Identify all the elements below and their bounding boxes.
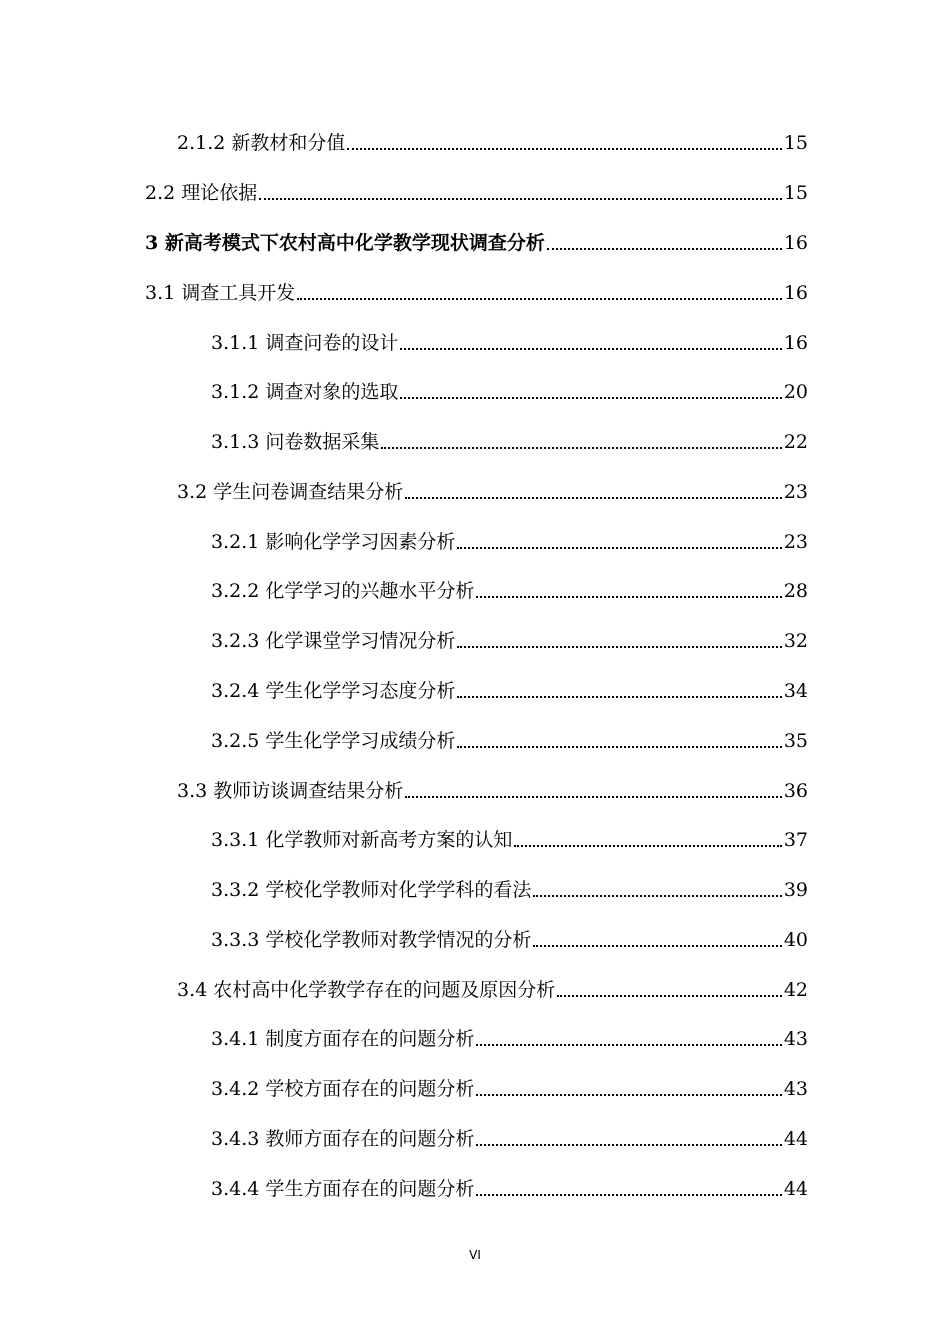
toc-entry-page: 43 [783, 1028, 808, 1050]
toc-leader-dots [405, 496, 782, 499]
toc-entry-page: 28 [783, 580, 808, 602]
toc-entry-title: 3.1.2 调查对象的选取 [211, 381, 399, 403]
toc-entry-page: 20 [783, 381, 808, 403]
toc-entry-3-2-3[interactable] [211, 623, 808, 655]
toc-leader-dots [400, 396, 781, 399]
toc-entry-title: 3.4.3 教师方面存在的问题分析 [211, 1128, 475, 1150]
toc-leader-dots [476, 1043, 781, 1046]
toc-leader-dots [476, 1093, 781, 1096]
toc-entry-3-2-1[interactable] [211, 524, 808, 556]
toc-entry-title: 3.3.3 学校化学教师对教学情况的分析 [211, 929, 532, 951]
toc-entry-title: 3.2.4 学生化学学习态度分析 [211, 680, 456, 702]
toc-entry-3-2-4[interactable] [211, 673, 808, 705]
toc-entry-page: 36 [783, 780, 808, 802]
toc-entry-2-2[interactable] [145, 175, 808, 207]
toc-entry-page: 37 [783, 829, 808, 851]
toc-entry-title: 3.2.5 学生化学学习成绩分析 [211, 730, 456, 752]
toc-entry-3-4-3[interactable] [211, 1121, 808, 1153]
toc-entry-3-1[interactable] [145, 275, 808, 307]
toc-entry-page: 42 [783, 979, 808, 1001]
toc-leader-dots [347, 147, 781, 150]
toc-entry-title: 3.4.2 学校方面存在的问题分析 [211, 1078, 475, 1100]
toc-entry-title: 3.3.1 化学教师对新高考方案的认知 [211, 829, 513, 851]
toc-leader-dots [533, 944, 781, 947]
toc-leader-dots [457, 695, 781, 698]
toc-entry-3-4-2[interactable] [211, 1071, 808, 1103]
toc-entry-page: 35 [783, 730, 808, 752]
toc-entry-3-2[interactable] [177, 474, 808, 506]
toc-entry-title: 3.2.2 化学学习的兴趣水平分析 [211, 580, 475, 602]
toc-entry-title: 3.2.1 影响化学学习因素分析 [211, 531, 456, 553]
toc-leader-dots [476, 1143, 781, 1146]
toc-entry-page: 23 [783, 531, 808, 553]
toc-leader-dots [400, 347, 781, 350]
toc-entry-title: 3.4.4 学生方面存在的问题分析 [211, 1178, 475, 1200]
toc-entry-page: 16 [783, 232, 808, 254]
toc-entry-3-3-2[interactable] [211, 872, 808, 904]
toc-entry-page: 15 [783, 182, 808, 204]
toc-entry-page: 39 [783, 879, 808, 901]
toc-entry-page: 16 [783, 282, 808, 304]
toc-entry-page: 23 [783, 481, 808, 503]
toc-entry-title: 3 新高考模式下农村高中化学教学现状调查分析 [145, 232, 545, 254]
toc-entry-title: 3.1 调查工具开发 [145, 282, 296, 304]
toc-leader-dots [457, 546, 781, 549]
toc-entry-3-1-2[interactable] [211, 374, 808, 406]
toc-leader-dots [533, 894, 781, 897]
toc-leader-dots [476, 1193, 781, 1196]
toc-entry-3-1-1[interactable] [211, 325, 808, 357]
toc-entry-title: 3.1.1 调查问卷的设计 [211, 332, 399, 354]
toc-leader-dots [514, 844, 781, 847]
toc-leader-dots [557, 994, 782, 997]
toc-entry-page: 34 [783, 680, 808, 702]
toc-entry-3-4-4[interactable] [211, 1171, 808, 1203]
toc-entry-3-3[interactable] [177, 773, 808, 805]
toc-entry-3-1-3[interactable] [211, 424, 808, 456]
toc-entry-3-4-1[interactable] [211, 1021, 808, 1053]
toc-leader-dots [457, 745, 781, 748]
toc-entry-3-2-2[interactable] [211, 573, 808, 605]
toc-entry-title: 2.1.2 新教材和分值 [177, 132, 346, 154]
toc-entry-2-1-2[interactable] [177, 125, 808, 157]
toc-leader-dots [297, 297, 782, 300]
toc-entry-page: 44 [783, 1128, 808, 1150]
toc-entry-title: 3.1.3 问卷数据采集 [211, 431, 380, 453]
toc-entry-3-3-1[interactable] [211, 822, 808, 854]
toc-entry-title: 3.4.1 制度方面存在的问题分析 [211, 1028, 475, 1050]
toc-entry-title: 3.2 学生问卷调查结果分析 [177, 481, 404, 503]
toc-entry-page: 22 [783, 431, 808, 453]
toc-entry-3[interactable] [145, 225, 808, 257]
toc-leader-dots [457, 645, 781, 648]
toc-entry-title: 3.3 教师访谈调查结果分析 [177, 780, 404, 802]
toc-leader-dots [259, 197, 782, 200]
page-number: VI [469, 1248, 481, 1262]
toc-entry-3-3-3[interactable] [211, 922, 808, 954]
toc-entry-page: 43 [783, 1078, 808, 1100]
toc-entry-page: 16 [783, 332, 808, 354]
toc-entry-page: 44 [783, 1178, 808, 1200]
toc-entry-3-4[interactable] [177, 972, 808, 1004]
toc-entry-page: 15 [783, 132, 808, 154]
toc-leader-dots [381, 446, 781, 449]
toc-leader-dots [547, 247, 782, 250]
toc-entry-title: 2.2 理论依据 [145, 182, 258, 204]
toc-leader-dots [405, 795, 782, 798]
toc-entry-page: 40 [783, 929, 808, 951]
toc-entry-3-2-5[interactable] [211, 723, 808, 755]
toc-entry-page: 32 [783, 630, 808, 652]
toc-entry-title: 3.3.2 学校化学教师对化学学科的看法 [211, 879, 532, 901]
toc-entry-title: 3.4 农村高中化学教学存在的问题及原因分析 [177, 979, 556, 1001]
toc-leader-dots [476, 595, 781, 598]
toc-entry-title: 3.2.3 化学课堂学习情况分析 [211, 630, 456, 652]
